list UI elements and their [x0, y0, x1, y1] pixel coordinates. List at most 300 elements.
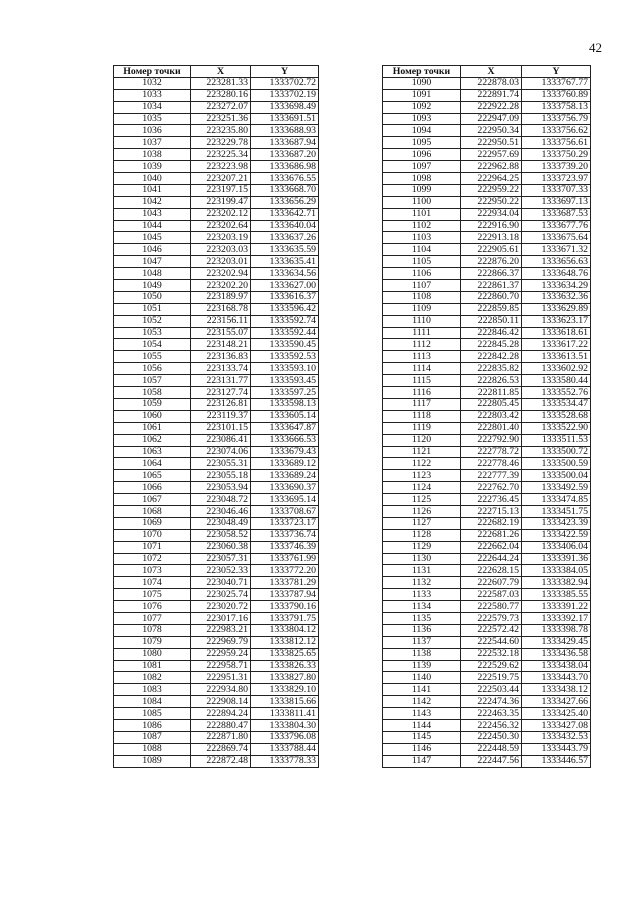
cell-point-number: 1116 — [383, 387, 461, 399]
cell-x: 222950.51 — [461, 137, 522, 149]
cell-point-number: 1137 — [383, 636, 461, 648]
cell-x: 223020.72 — [191, 601, 251, 613]
cell-y: 1333788.44 — [251, 743, 319, 755]
header-y: Y — [522, 66, 591, 78]
cell-y: 1333796.08 — [251, 731, 319, 743]
cell-x: 223281.33 — [191, 77, 251, 89]
table-row — [114, 422, 319, 434]
table-row — [114, 684, 319, 696]
cell-x: 222544.60 — [461, 636, 522, 648]
cell-point-number: 1124 — [383, 482, 461, 494]
cell-point-number: 1146 — [383, 743, 461, 755]
cell-point-number: 1049 — [114, 280, 191, 292]
cell-x: 223251.36 — [191, 113, 251, 125]
cell-y: 1333648.76 — [522, 268, 591, 280]
cell-y: 1333690.37 — [251, 482, 319, 494]
cell-y: 1333474.85 — [522, 494, 591, 506]
cell-x: 223148.21 — [191, 339, 251, 351]
cell-x: 223052.33 — [191, 565, 251, 577]
cell-point-number: 1053 — [114, 327, 191, 339]
table-row — [383, 517, 591, 529]
table-row — [383, 743, 591, 755]
cell-y: 1333637.26 — [251, 232, 319, 244]
cell-point-number: 1096 — [383, 149, 461, 161]
cell-y: 1333767.77 — [522, 77, 591, 89]
cell-y: 1333708.67 — [251, 505, 319, 517]
cell-y: 1333391.36 — [522, 553, 591, 565]
table-row — [114, 505, 319, 517]
cell-x: 223048.72 — [191, 494, 251, 506]
table-row — [114, 256, 319, 268]
cell-point-number: 1143 — [383, 708, 461, 720]
table-row — [114, 363, 319, 375]
cell-point-number: 1102 — [383, 220, 461, 232]
cell-y: 1333723.17 — [251, 517, 319, 529]
cell-point-number: 1123 — [383, 470, 461, 482]
cell-x: 223168.78 — [191, 303, 251, 315]
cell-y: 1333511.53 — [522, 434, 591, 446]
cell-point-number: 1056 — [114, 363, 191, 375]
table-row — [114, 220, 319, 232]
table-header-row — [383, 66, 591, 78]
cell-y: 1333679.43 — [251, 446, 319, 458]
cell-x: 223086.41 — [191, 434, 251, 446]
table-row — [383, 351, 591, 363]
coordinates-table-right — [382, 65, 591, 768]
cell-y: 1333432.53 — [522, 731, 591, 743]
cell-point-number: 1048 — [114, 268, 191, 280]
cell-point-number: 1097 — [383, 161, 461, 173]
cell-x: 222845.28 — [461, 339, 522, 351]
table-row — [114, 410, 319, 422]
cell-y: 1333804.30 — [251, 719, 319, 731]
cell-y: 1333758.13 — [522, 101, 591, 113]
cell-point-number: 1050 — [114, 291, 191, 303]
cell-x: 222572.42 — [461, 624, 522, 636]
cell-x: 223058.52 — [191, 529, 251, 541]
cell-x: 222983.21 — [191, 624, 251, 636]
cell-point-number: 1077 — [114, 612, 191, 624]
cell-point-number: 1145 — [383, 731, 461, 743]
cell-y: 1333691.51 — [251, 113, 319, 125]
table-row — [114, 339, 319, 351]
cell-y: 1333618.61 — [522, 327, 591, 339]
cell-x: 222880.47 — [191, 719, 251, 731]
cell-x: 222950.22 — [461, 196, 522, 208]
cell-x: 223225.34 — [191, 149, 251, 161]
cell-x: 222803.42 — [461, 410, 522, 422]
table-row — [114, 541, 319, 553]
cell-x: 222894.24 — [191, 708, 251, 720]
cell-y: 1333760.89 — [522, 89, 591, 101]
table-row — [383, 363, 591, 375]
cell-point-number: 1063 — [114, 446, 191, 458]
cell-point-number: 1041 — [114, 184, 191, 196]
cell-x: 222876.20 — [461, 256, 522, 268]
table-row — [383, 208, 591, 220]
table-row — [114, 672, 319, 684]
table-row — [383, 636, 591, 648]
cell-x: 222958.71 — [191, 660, 251, 672]
table-row — [114, 149, 319, 161]
cell-x: 222580.77 — [461, 601, 522, 613]
cell-point-number: 1073 — [114, 565, 191, 577]
cell-x: 222835.82 — [461, 363, 522, 375]
table-row — [383, 244, 591, 256]
cell-x: 223060.38 — [191, 541, 251, 553]
cell-x: 223202.64 — [191, 220, 251, 232]
cell-x: 223057.31 — [191, 553, 251, 565]
cell-y: 1333689.24 — [251, 470, 319, 482]
cell-point-number: 1139 — [383, 660, 461, 672]
table-row — [383, 196, 591, 208]
table-row — [383, 89, 591, 101]
cell-x: 222579.73 — [461, 612, 522, 624]
cell-x: 222850.11 — [461, 315, 522, 327]
cell-x: 222450.30 — [461, 731, 522, 743]
cell-x: 222916.90 — [461, 220, 522, 232]
table-row — [114, 446, 319, 458]
table-row — [383, 232, 591, 244]
header-point-number: Номер точки — [114, 66, 191, 78]
table-row — [114, 517, 319, 529]
cell-y: 1333686.98 — [251, 161, 319, 173]
cell-y: 1333635.59 — [251, 244, 319, 256]
cell-x: 223203.03 — [191, 244, 251, 256]
table-row — [383, 482, 591, 494]
table-row — [383, 387, 591, 399]
cell-y: 1333746.39 — [251, 541, 319, 553]
cell-x: 223126.81 — [191, 398, 251, 410]
cell-point-number: 1117 — [383, 398, 461, 410]
cell-y: 1333676.55 — [251, 173, 319, 185]
cell-y: 1333647.87 — [251, 422, 319, 434]
cell-point-number: 1084 — [114, 696, 191, 708]
cell-point-number: 1090 — [383, 77, 461, 89]
cell-y: 1333597.25 — [251, 387, 319, 399]
cell-x: 222969.79 — [191, 636, 251, 648]
cell-x: 223074.06 — [191, 446, 251, 458]
table-row — [383, 648, 591, 660]
cell-x: 222908.14 — [191, 696, 251, 708]
cell-x: 223199.47 — [191, 196, 251, 208]
table-row — [383, 256, 591, 268]
table-row — [114, 398, 319, 410]
cell-point-number: 1126 — [383, 505, 461, 517]
cell-point-number: 1069 — [114, 517, 191, 529]
cell-x: 222681.26 — [461, 529, 522, 541]
cell-point-number: 1147 — [383, 755, 461, 767]
table-row — [383, 268, 591, 280]
cell-point-number: 1058 — [114, 387, 191, 399]
table-row — [114, 327, 319, 339]
cell-x: 222529.62 — [461, 660, 522, 672]
cell-point-number: 1144 — [383, 719, 461, 731]
cell-point-number: 1127 — [383, 517, 461, 529]
cell-x: 223155.07 — [191, 327, 251, 339]
cell-x: 223046.46 — [191, 505, 251, 517]
table-row — [383, 101, 591, 113]
cell-x: 222607.79 — [461, 577, 522, 589]
table-row — [383, 553, 591, 565]
cell-x: 222682.19 — [461, 517, 522, 529]
table-row — [383, 684, 591, 696]
cell-x: 222934.04 — [461, 208, 522, 220]
cell-y: 1333592.74 — [251, 315, 319, 327]
table-row — [114, 565, 319, 577]
table-row — [383, 375, 591, 387]
cell-y: 1333804.12 — [251, 624, 319, 636]
cell-y: 1333592.44 — [251, 327, 319, 339]
cell-x: 223040.71 — [191, 577, 251, 589]
cell-point-number: 1036 — [114, 125, 191, 137]
table-row — [383, 220, 591, 232]
cell-x: 222503.44 — [461, 684, 522, 696]
cell-point-number: 1112 — [383, 339, 461, 351]
cell-x: 222860.70 — [461, 291, 522, 303]
cell-y: 1333593.45 — [251, 375, 319, 387]
cell-y: 1333596.42 — [251, 303, 319, 315]
cell-point-number: 1079 — [114, 636, 191, 648]
table-row — [383, 660, 591, 672]
cell-x: 222891.74 — [461, 89, 522, 101]
cell-point-number: 1108 — [383, 291, 461, 303]
cell-point-number: 1131 — [383, 565, 461, 577]
cell-x: 222861.37 — [461, 280, 522, 292]
table-row — [383, 577, 591, 589]
cell-point-number: 1141 — [383, 684, 461, 696]
cell-y: 1333438.04 — [522, 660, 591, 672]
cell-point-number: 1129 — [383, 541, 461, 553]
cell-y: 1333634.29 — [522, 280, 591, 292]
table-row — [383, 161, 591, 173]
table-row — [114, 351, 319, 363]
cell-y: 1333446.57 — [522, 755, 591, 767]
table-row — [114, 553, 319, 565]
table-row — [114, 315, 319, 327]
cell-point-number: 1039 — [114, 161, 191, 173]
cell-x: 223048.49 — [191, 517, 251, 529]
cell-point-number: 1043 — [114, 208, 191, 220]
table-row — [114, 434, 319, 446]
table-row — [114, 244, 319, 256]
cell-point-number: 1104 — [383, 244, 461, 256]
cell-y: 1333723.97 — [522, 173, 591, 185]
cell-x: 223101.15 — [191, 422, 251, 434]
cell-x: 222456.32 — [461, 719, 522, 731]
cell-y: 1333425.40 — [522, 708, 591, 720]
cell-point-number: 1032 — [114, 77, 191, 89]
table-row — [114, 268, 319, 280]
cell-x: 222777.39 — [461, 470, 522, 482]
cell-x: 222644.24 — [461, 553, 522, 565]
cell-y: 1333640.04 — [251, 220, 319, 232]
table-row — [114, 387, 319, 399]
cell-point-number: 1054 — [114, 339, 191, 351]
cell-point-number: 1081 — [114, 660, 191, 672]
cell-x: 223203.01 — [191, 256, 251, 268]
cell-y: 1333406.04 — [522, 541, 591, 553]
table-row — [383, 672, 591, 684]
table-row — [114, 529, 319, 541]
cell-point-number: 1044 — [114, 220, 191, 232]
cell-point-number: 1071 — [114, 541, 191, 553]
cell-y: 1333666.53 — [251, 434, 319, 446]
cell-point-number: 1110 — [383, 315, 461, 327]
cell-y: 1333791.75 — [251, 612, 319, 624]
cell-point-number: 1042 — [114, 196, 191, 208]
cell-y: 1333668.70 — [251, 184, 319, 196]
cell-x: 223280.16 — [191, 89, 251, 101]
table-row — [383, 315, 591, 327]
cell-y: 1333772.20 — [251, 565, 319, 577]
cell-y: 1333697.13 — [522, 196, 591, 208]
cell-point-number: 1107 — [383, 280, 461, 292]
cell-point-number: 1106 — [383, 268, 461, 280]
cell-y: 1333500.59 — [522, 458, 591, 470]
table-row — [383, 446, 591, 458]
cell-x: 223203.19 — [191, 232, 251, 244]
cell-y: 1333593.10 — [251, 363, 319, 375]
cell-x: 222532.18 — [461, 648, 522, 660]
table-row — [383, 422, 591, 434]
cell-point-number: 1132 — [383, 577, 461, 589]
cell-y: 1333739.20 — [522, 161, 591, 173]
cell-y: 1333436.58 — [522, 648, 591, 660]
cell-y: 1333778.33 — [251, 755, 319, 767]
table-row — [383, 149, 591, 161]
cell-point-number: 1103 — [383, 232, 461, 244]
cell-y: 1333602.92 — [522, 363, 591, 375]
cell-y: 1333707.33 — [522, 184, 591, 196]
table-row — [383, 303, 591, 315]
table-row — [114, 731, 319, 743]
cell-x: 222950.34 — [461, 125, 522, 137]
cell-x: 222805.45 — [461, 398, 522, 410]
cell-x: 223229.78 — [191, 137, 251, 149]
cell-point-number: 1105 — [383, 256, 461, 268]
cell-point-number: 1093 — [383, 113, 461, 125]
cell-x: 223131.77 — [191, 375, 251, 387]
cell-x: 223133.74 — [191, 363, 251, 375]
table-row — [383, 470, 591, 482]
cell-point-number: 1092 — [383, 101, 461, 113]
cell-y: 1333384.05 — [522, 565, 591, 577]
cell-x: 222447.56 — [461, 755, 522, 767]
cell-y: 1333590.45 — [251, 339, 319, 351]
cell-point-number: 1082 — [114, 672, 191, 684]
cell-x: 223189.97 — [191, 291, 251, 303]
cell-y: 1333443.70 — [522, 672, 591, 684]
cell-x: 222951.31 — [191, 672, 251, 684]
cell-x: 223197.15 — [191, 184, 251, 196]
cell-x: 223136.83 — [191, 351, 251, 363]
table-row — [114, 196, 319, 208]
cell-point-number: 1061 — [114, 422, 191, 434]
cell-x: 222778.46 — [461, 458, 522, 470]
cell-x: 222913.18 — [461, 232, 522, 244]
cell-y: 1333617.22 — [522, 339, 591, 351]
cell-y: 1333598.13 — [251, 398, 319, 410]
cell-x: 222628.15 — [461, 565, 522, 577]
table-row — [383, 113, 591, 125]
cell-y: 1333687.94 — [251, 137, 319, 149]
cell-x: 222846.42 — [461, 327, 522, 339]
cell-point-number: 1099 — [383, 184, 461, 196]
table-row — [114, 648, 319, 660]
cell-y: 1333492.59 — [522, 482, 591, 494]
cell-x: 222519.75 — [461, 672, 522, 684]
cell-x: 223223.98 — [191, 161, 251, 173]
cell-y: 1333825.65 — [251, 648, 319, 660]
table-row — [383, 719, 591, 731]
table-row — [114, 612, 319, 624]
cell-y: 1333671.32 — [522, 244, 591, 256]
cell-point-number: 1045 — [114, 232, 191, 244]
header-y: Y — [251, 66, 319, 78]
table-row — [114, 482, 319, 494]
cell-point-number: 1080 — [114, 648, 191, 660]
table-row — [114, 291, 319, 303]
cell-y: 1333500.04 — [522, 470, 591, 482]
cell-x: 222962.88 — [461, 161, 522, 173]
cell-y: 1333675.64 — [522, 232, 591, 244]
table-row — [383, 731, 591, 743]
cell-x: 223202.94 — [191, 268, 251, 280]
page-number: 42 — [589, 40, 602, 55]
cell-point-number: 1064 — [114, 458, 191, 470]
cell-y: 1333811.41 — [251, 708, 319, 720]
cell-point-number: 1055 — [114, 351, 191, 363]
cell-y: 1333528.68 — [522, 410, 591, 422]
table-row — [383, 529, 591, 541]
table-row — [114, 208, 319, 220]
cell-point-number: 1040 — [114, 173, 191, 185]
table-row — [114, 113, 319, 125]
table-row — [383, 505, 591, 517]
cell-y: 1333677.76 — [522, 220, 591, 232]
cell-point-number: 1111 — [383, 327, 461, 339]
table-row — [114, 755, 319, 767]
coordinates-table-left — [113, 65, 319, 768]
cell-y: 1333827.80 — [251, 672, 319, 684]
cell-y: 1333423.39 — [522, 517, 591, 529]
cell-x: 222959.24 — [191, 648, 251, 660]
cell-x: 222869.74 — [191, 743, 251, 755]
cell-point-number: 1142 — [383, 696, 461, 708]
cell-y: 1333826.33 — [251, 660, 319, 672]
cell-point-number: 1085 — [114, 708, 191, 720]
cell-y: 1333812.12 — [251, 636, 319, 648]
cell-point-number: 1074 — [114, 577, 191, 589]
cell-y: 1333656.29 — [251, 196, 319, 208]
cell-x: 223272.07 — [191, 101, 251, 113]
table-row — [114, 708, 319, 720]
cell-point-number: 1122 — [383, 458, 461, 470]
table-row — [383, 398, 591, 410]
cell-point-number: 1046 — [114, 244, 191, 256]
table-row — [383, 137, 591, 149]
cell-point-number: 1125 — [383, 494, 461, 506]
table-row — [383, 458, 591, 470]
cell-point-number: 1133 — [383, 589, 461, 601]
cell-x: 222662.04 — [461, 541, 522, 553]
cell-x: 223025.74 — [191, 589, 251, 601]
table-row — [383, 125, 591, 137]
table-row — [114, 184, 319, 196]
cell-y: 1333689.12 — [251, 458, 319, 470]
table-row — [383, 291, 591, 303]
